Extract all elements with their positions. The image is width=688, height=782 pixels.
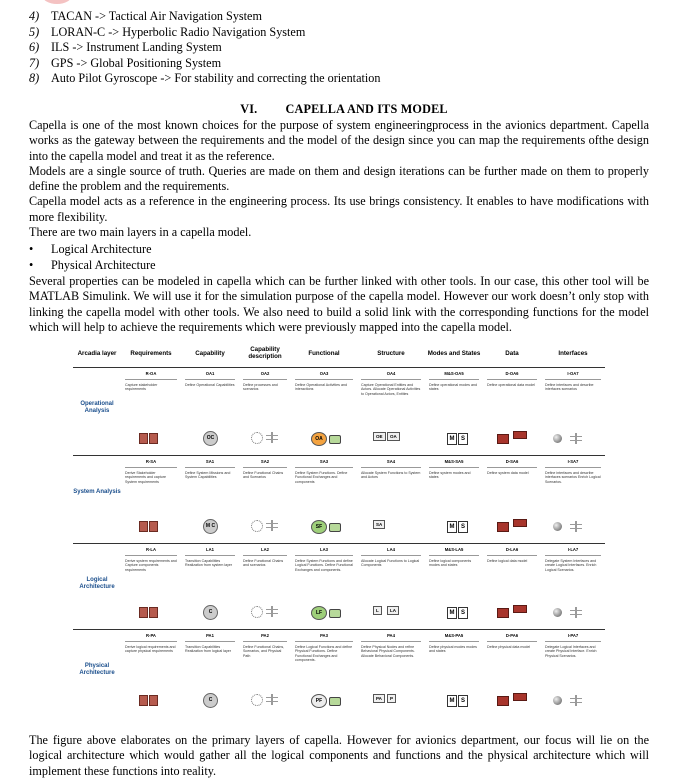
cell-separator bbox=[125, 555, 177, 556]
mode-icon: M bbox=[447, 433, 457, 445]
function-icon: SF bbox=[311, 520, 327, 534]
tree-icon bbox=[265, 694, 279, 705]
column-header: Interfaces bbox=[558, 349, 588, 357]
cell-code: SA4 bbox=[386, 459, 396, 464]
list-number: 5) bbox=[29, 24, 40, 39]
tree-icon bbox=[265, 606, 279, 617]
cell-separator bbox=[295, 555, 353, 556]
exchange-icon bbox=[329, 435, 341, 444]
cell-description: Define Functional Chains and Scenarios bbox=[243, 471, 284, 480]
exchange-icon bbox=[329, 609, 341, 618]
data-type-icon bbox=[513, 605, 527, 613]
column-header: Data bbox=[505, 349, 519, 357]
mode-icon: M bbox=[447, 607, 457, 619]
list-number: 4) bbox=[29, 9, 40, 23]
cell-description: Define System Missions and System Capabilities bbox=[185, 471, 231, 480]
column-header: Arcadia layer bbox=[77, 349, 117, 357]
bullet-item: • Logical Architecture bbox=[29, 242, 152, 256]
tree-icon bbox=[569, 607, 583, 618]
requirement-book-icon bbox=[139, 607, 148, 618]
cell-code: I-PA7 bbox=[567, 633, 579, 638]
cell-separator bbox=[545, 379, 601, 380]
cell-code: PA2 bbox=[261, 633, 269, 638]
function-icon: OA bbox=[311, 432, 327, 446]
tree-icon bbox=[569, 433, 583, 444]
structure-icon: P bbox=[387, 694, 396, 703]
column-header: Functional bbox=[308, 349, 340, 357]
requirement-book-icon bbox=[149, 695, 158, 706]
column-header: Structure bbox=[377, 349, 405, 357]
cell-separator bbox=[243, 641, 287, 642]
layer-label: Physical Architecture bbox=[79, 663, 115, 676]
data-class-icon bbox=[497, 434, 509, 444]
cell-separator bbox=[487, 379, 537, 380]
cell-description: Define system modes and states bbox=[429, 471, 471, 480]
requirement-book-icon bbox=[149, 607, 158, 618]
pink-mark-decoration bbox=[42, 0, 72, 4]
data-type-icon bbox=[513, 693, 527, 701]
cell-description: Define logical components modes and states bbox=[429, 559, 472, 568]
section-heading bbox=[0, 102, 688, 117]
capability-icon: M C bbox=[203, 519, 218, 534]
acronym-list bbox=[29, 9, 669, 87]
cell-description: Define logical data model bbox=[487, 559, 528, 563]
gear-icon bbox=[251, 694, 263, 706]
cell-description: Define Operational Capabilities bbox=[185, 383, 235, 387]
layer-label: Operational Analysis bbox=[80, 401, 114, 414]
cell-description: Allocate System Functions to System and Actors bbox=[361, 471, 421, 480]
cell-description: Allocate Logical Functions to Logical Components bbox=[361, 559, 420, 568]
bullet-item: • Physical Architecture bbox=[29, 258, 156, 272]
cell-code: OA3 bbox=[319, 371, 329, 376]
cell-description: Define Functional Chains and scenarios bbox=[243, 559, 284, 568]
state-icon: S bbox=[458, 433, 468, 445]
list-number: 8) bbox=[29, 71, 40, 85]
cell-description: Define interfaces and describe interfaces scenarios bbox=[545, 383, 594, 392]
cell-separator bbox=[295, 641, 353, 642]
cell-separator bbox=[361, 555, 421, 556]
capability-icon: OC bbox=[203, 431, 218, 446]
cell-code: PA4 bbox=[387, 633, 395, 638]
cell-separator bbox=[429, 379, 479, 380]
list-item bbox=[29, 25, 669, 41]
section-title: CAPELLA AND ITS MODEL bbox=[285, 102, 448, 116]
body-text bbox=[29, 118, 649, 240]
list-text: Auto Pilot Gyroscope -> For stability and correcting the orientation bbox=[51, 71, 381, 85]
data-class-icon bbox=[497, 522, 509, 532]
list-text: LORAN-C -> Hyperbolic Radio Navigation System bbox=[51, 24, 306, 39]
gear-icon bbox=[251, 606, 263, 618]
layer-label: Logical Architecture bbox=[79, 577, 115, 590]
cell-separator bbox=[429, 555, 479, 556]
exchange-icon bbox=[329, 697, 341, 706]
structure-icon: OE bbox=[373, 432, 386, 441]
cell-separator bbox=[361, 379, 421, 380]
capability-icon: C bbox=[203, 605, 218, 620]
cell-description: Capture stakeholder requirements bbox=[125, 383, 158, 392]
cell-description: Define operational modes and states bbox=[429, 383, 477, 392]
cell-code: I-OA7 bbox=[567, 371, 579, 376]
list-item bbox=[29, 71, 669, 87]
cell-code: OA4 bbox=[386, 371, 396, 376]
cell-separator bbox=[545, 555, 601, 556]
state-icon: S bbox=[458, 607, 468, 619]
requirement-book-icon bbox=[139, 433, 148, 444]
cell-code: R-PA bbox=[146, 633, 156, 638]
cell-description: Define System Functions. Define Functional Exchanges and components bbox=[295, 471, 348, 484]
cell-code: SA3 bbox=[319, 459, 329, 464]
cell-separator bbox=[429, 641, 479, 642]
cell-separator bbox=[487, 641, 537, 642]
cell-description: Define operational data model bbox=[487, 383, 535, 387]
cell-description: Delegate System Interfaces and create Logical Interfaces. Enrich Logical Scenarios. bbox=[545, 559, 597, 572]
list-item bbox=[29, 40, 669, 56]
paragraph: Capella is one of the most known choices for the purpose of system engineeringprocess in the avionics department. Capella works as the gateway between the requirements and the model of the design since you can map the requirements ofthe design into the capella model and treat it as the reference. bbox=[29, 118, 649, 163]
paragraph: Models are a single source of truth. Queries are made on them and design iterations can be further made on them to properly define the problem and the requirements. bbox=[29, 163, 649, 194]
interface-sphere-icon bbox=[553, 696, 562, 705]
cell-separator bbox=[125, 467, 177, 468]
cell-code: M&S-LA5 bbox=[444, 547, 464, 552]
state-icon: S bbox=[458, 695, 468, 707]
cell-description: Define processes and scenarios bbox=[243, 383, 278, 392]
cell-description: Define physical modes modes and states bbox=[429, 645, 477, 654]
cell-description: Define interfaces and describe interfaces scenarios Enrich Logical Scenarios. bbox=[545, 471, 601, 484]
cell-code: SA2 bbox=[260, 459, 270, 464]
cell-code: R-SA bbox=[145, 459, 157, 464]
exchange-icon bbox=[329, 523, 341, 532]
requirement-book-icon bbox=[149, 433, 158, 444]
tree-icon bbox=[265, 520, 279, 531]
cell-separator bbox=[487, 467, 537, 468]
cell-separator bbox=[185, 555, 235, 556]
cell-code: D-SA6 bbox=[505, 459, 519, 464]
cell-code: M&S-PA5 bbox=[444, 633, 464, 638]
cell-description: Transition Capabilities Realization from system layer bbox=[185, 559, 233, 568]
cell-separator bbox=[295, 379, 353, 380]
column-header: Capability description bbox=[248, 346, 282, 360]
cell-description: Capture Operational Entities and Actors. Allocate Operational Activities to Operational Actors, Entities bbox=[361, 383, 421, 396]
cell-description: Define system data model bbox=[487, 471, 529, 475]
mode-icon: M bbox=[447, 521, 457, 533]
cell-separator bbox=[125, 641, 177, 642]
tree-icon bbox=[569, 521, 583, 532]
cell-code: OA2 bbox=[260, 371, 270, 376]
cell-description: Transition Capabilities Realization from logical layer bbox=[185, 645, 231, 654]
cell-separator bbox=[125, 379, 177, 380]
gear-icon bbox=[251, 432, 263, 444]
structure-icon: PA bbox=[373, 694, 385, 703]
cell-code: M&S-SA5 bbox=[444, 459, 464, 464]
capability-icon: C bbox=[203, 693, 218, 708]
data-class-icon bbox=[497, 608, 509, 618]
cell-description: Define System Functions and define Logical Functions. Define Functional Exchanges and components. bbox=[295, 559, 353, 572]
cell-separator bbox=[429, 467, 479, 468]
data-type-icon bbox=[513, 519, 527, 527]
cell-description: Define physical data model bbox=[487, 645, 531, 649]
list-text: TACAN -> Tactical Air Navigation System bbox=[51, 9, 262, 23]
cell-separator bbox=[545, 467, 601, 468]
column-header: Requirements bbox=[130, 349, 172, 357]
cell-separator bbox=[243, 379, 287, 380]
function-icon: PF bbox=[311, 694, 327, 708]
cell-description: Delegate Logical Interfaces and create Physical Interface. Enrich Physical Scenarios. bbox=[545, 645, 597, 658]
section-number: VI. bbox=[240, 102, 258, 116]
cell-separator bbox=[243, 555, 287, 556]
cell-description: Derive logical requirements and capture physical requirements bbox=[125, 645, 176, 654]
layer-label: System Analysis bbox=[73, 489, 121, 495]
cell-description: Derive Stakeholder requirements and capture System requirements bbox=[125, 471, 166, 484]
cell-separator bbox=[185, 641, 235, 642]
tree-icon bbox=[265, 432, 279, 443]
cell-code: I-SA7 bbox=[567, 459, 579, 464]
cell-separator bbox=[185, 467, 235, 468]
column-header: Modes and States bbox=[427, 349, 481, 357]
cell-description: Define Operational Activities and interactions bbox=[295, 383, 347, 392]
cell-separator bbox=[361, 641, 421, 642]
cell-description: Derive system requirements and Capture components requirements bbox=[125, 559, 177, 572]
cell-separator bbox=[487, 555, 537, 556]
closing-paragraph: The figure above elaborates on the primary layers of capella. However for avionics department, our focus will lie on the logical architecture which would gather all the logical components and functions and the physical architecture which will implement these functions into reality. bbox=[29, 733, 649, 778]
state-icon: S bbox=[458, 521, 468, 533]
cell-separator bbox=[185, 379, 235, 380]
list-text: ILS -> Instrument Landing System bbox=[51, 40, 222, 54]
cell-code: OA1 bbox=[205, 371, 215, 376]
cell-description: Define Functional Chains, Scenarios, and Physical Path bbox=[243, 645, 285, 658]
interface-sphere-icon bbox=[553, 522, 562, 531]
paragraph: Several properties can be modeled in capella which can be further linked with other tools. In our case, this other tool will be MATLAB Simulink. We will use it for the simulation purpose of the capella model. However our work doesn’t only stop with linking the capella model with other tools. We also need to build a solid link with the corresponding functions for the model which will help to achieve the requirements which were previously mapped into the capella model. bbox=[29, 274, 649, 334]
paragraph: Capella model acts as a reference in the engineering process. Its use brings consistency. It enables to have modifications with more flexibility. bbox=[29, 194, 649, 224]
function-icon: LF bbox=[311, 606, 327, 620]
requirement-book-icon bbox=[139, 521, 148, 532]
tree-icon bbox=[569, 695, 583, 706]
cell-code: D-LA6 bbox=[505, 547, 519, 552]
mode-icon: M bbox=[447, 695, 457, 707]
structure-icon: OA bbox=[387, 432, 400, 441]
cell-code: D-PA6 bbox=[505, 633, 519, 638]
cell-separator bbox=[243, 467, 287, 468]
structure-icon: LA bbox=[387, 606, 399, 615]
list-text: GPS -> Global Positioning System bbox=[51, 55, 222, 70]
column-header: Capability bbox=[195, 349, 225, 357]
cell-separator bbox=[295, 467, 353, 468]
list-item bbox=[29, 56, 669, 72]
cell-description: Define Physical Nodes and refine Behavioral Physical Components. Allocate Behavioral Components. bbox=[361, 645, 415, 658]
cell-code: M&S-OA5 bbox=[444, 371, 464, 376]
requirement-book-icon bbox=[139, 695, 148, 706]
list-number: 7) bbox=[29, 55, 40, 70]
cell-code: R-LA bbox=[145, 547, 156, 552]
cell-code: D-OA6 bbox=[505, 371, 519, 376]
cell-code: LA1 bbox=[206, 547, 214, 552]
cell-code: PA3 bbox=[320, 633, 328, 638]
data-type-icon bbox=[513, 431, 527, 439]
capella-layers-figure bbox=[73, 340, 605, 718]
list-item bbox=[29, 9, 669, 25]
cell-code: SA1 bbox=[205, 459, 215, 464]
interface-sphere-icon bbox=[553, 608, 562, 617]
list-number: 6) bbox=[29, 40, 40, 54]
cell-separator bbox=[545, 641, 601, 642]
paragraph: There are two main layers in a capella model. bbox=[29, 225, 252, 240]
gear-icon bbox=[251, 520, 263, 532]
cell-separator bbox=[361, 467, 421, 468]
bullet-text: Physical Architecture bbox=[51, 258, 156, 272]
structure-icon: SA bbox=[373, 520, 385, 529]
cell-description: Define Logical Functions and define Physical Functions. Define Functional Exchanges and components. bbox=[295, 645, 353, 663]
interface-sphere-icon bbox=[553, 434, 562, 443]
cell-code: LA3 bbox=[320, 547, 328, 552]
cell-code: PA1 bbox=[206, 633, 214, 638]
cell-code: LA2 bbox=[261, 547, 269, 552]
cell-code: R-OA bbox=[145, 371, 157, 376]
cell-code: LA4 bbox=[387, 547, 395, 552]
requirement-book-icon bbox=[149, 521, 158, 532]
cell-code: I-LA7 bbox=[567, 547, 579, 552]
structure-icon: L bbox=[373, 606, 382, 615]
data-class-icon bbox=[497, 696, 509, 706]
bullet-text: Logical Architecture bbox=[51, 242, 152, 256]
